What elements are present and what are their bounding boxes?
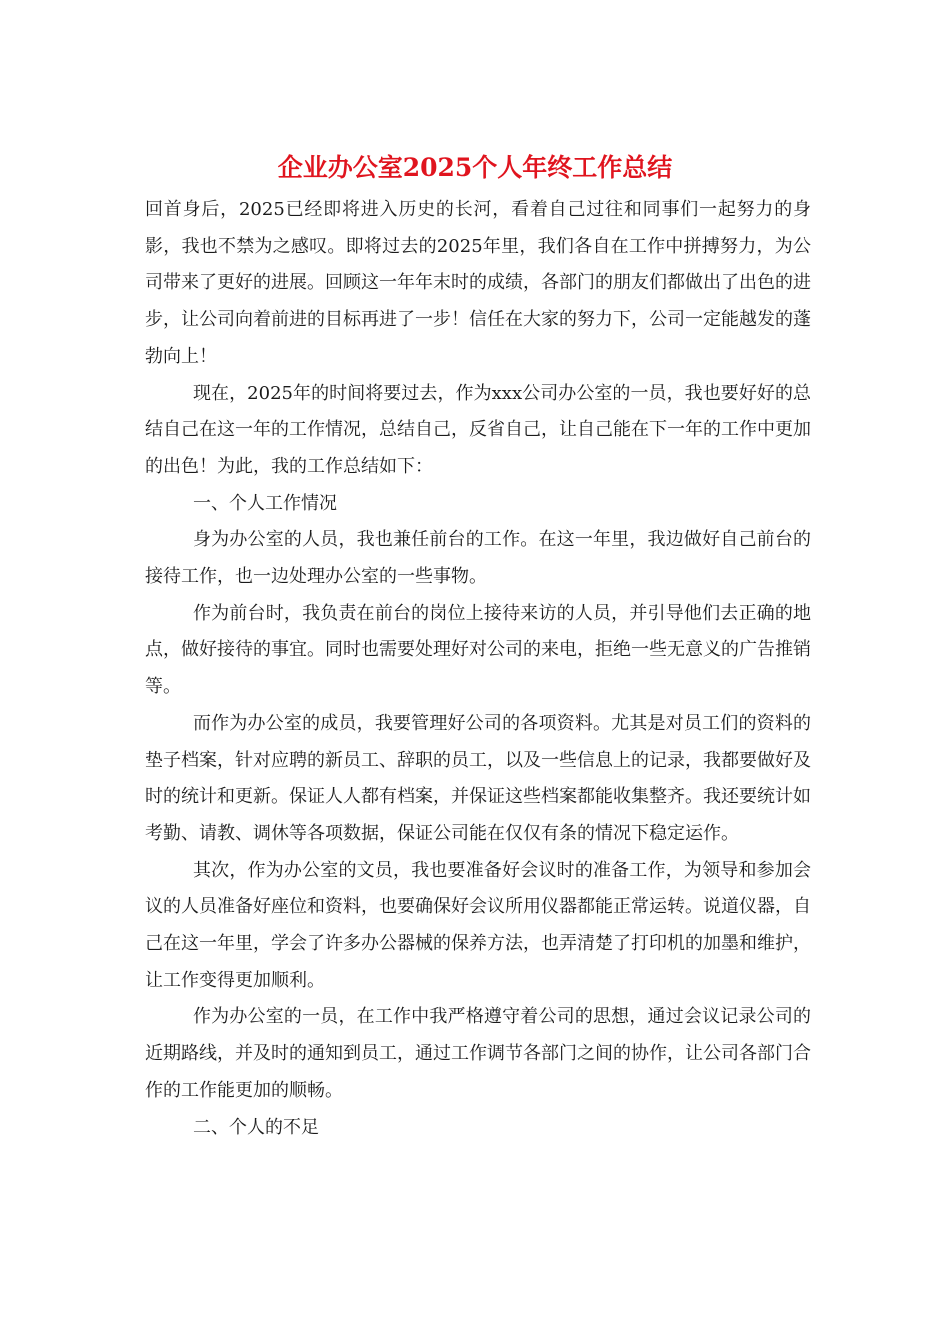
paragraph-coordination: 作为办公室的一员，在工作中我严格遵守着公司的思想，通过会议记录公司的近期路线，并及时的通知到员工，通过工作调节各部门之间的协作，让公司各部门合作的工作能更加的顺畅。 [145, 1006, 811, 1101]
paragraph-records: 而作为办公室的成员，我要管理好公司的各项资料。尤其是对员工们的资料的垫子档案，针对应聘的新员工、辞职的员工，以及一些信息上的记录，我都要做好及时的统计和更新。保证人人都有档案，并保证这些档案都能收集整齐。我还要统计如考勤、请教、调休等各项数据，保证公司能在仅仅有条的情况下稳定运作。 [145, 712, 811, 844]
paragraph-meetings: 其次，作为办公室的文员，我也要准备好会议时的准备工作，为领导和参加会议的人员准备好座位和资料，也要确保好会议所用仪器都能正常运转。说道仪器，自己在这一年里，学会了许多办公器械的保养方法，也弄清楚了打印机的加墨和维护，让工作变得更加顺利。 [145, 859, 811, 991]
paragraph-summary-intro: 现在，2025年的时间将要过去，作为xxx公司办公室的一员，我也要好好的总结自己在这一年的工作情况，总结自己，反省自己，让自己能在下一年的工作中更加的出色！为此，我的工作总结如下： [145, 382, 811, 477]
section-heading-shortcomings: 二、个人的不足 [193, 1116, 319, 1138]
document-title: 企业办公室2025个人年终工作总结 [277, 153, 673, 182]
paragraph-intro: 回首身后，2025已经即将进入历史的长河，看着自己过往和同事们一起努力的身影，我也不禁为之感叹。即将过去的2025年里，我们各自在工作中拼搏努力，为公司带来了更好的进展。回顾这一年年末时的成绩，各部门的朋友们都做出了出色的进步，让公司向着前进的目标再进了一步！信任在大家的努力下，公司一定能越发的蓬勃向上！ [145, 199, 811, 367]
paragraph-role: 身为办公室的人员，我也兼任前台的工作。在这一年里，我边做好自己前台的接待工作，也一边处理办公室的一些事物。 [145, 529, 811, 588]
paragraph-reception: 作为前台时，我负责在前台的岗位上接待来访的人员，并引导他们去正确的地点，做好接待的事宜。同时也需要处理好对公司的来电，拒绝一些无意义的广告推销等。 [145, 602, 811, 698]
document-body [145, 192, 811, 1146]
section-heading-work: 一、个人工作情况 [193, 492, 337, 514]
